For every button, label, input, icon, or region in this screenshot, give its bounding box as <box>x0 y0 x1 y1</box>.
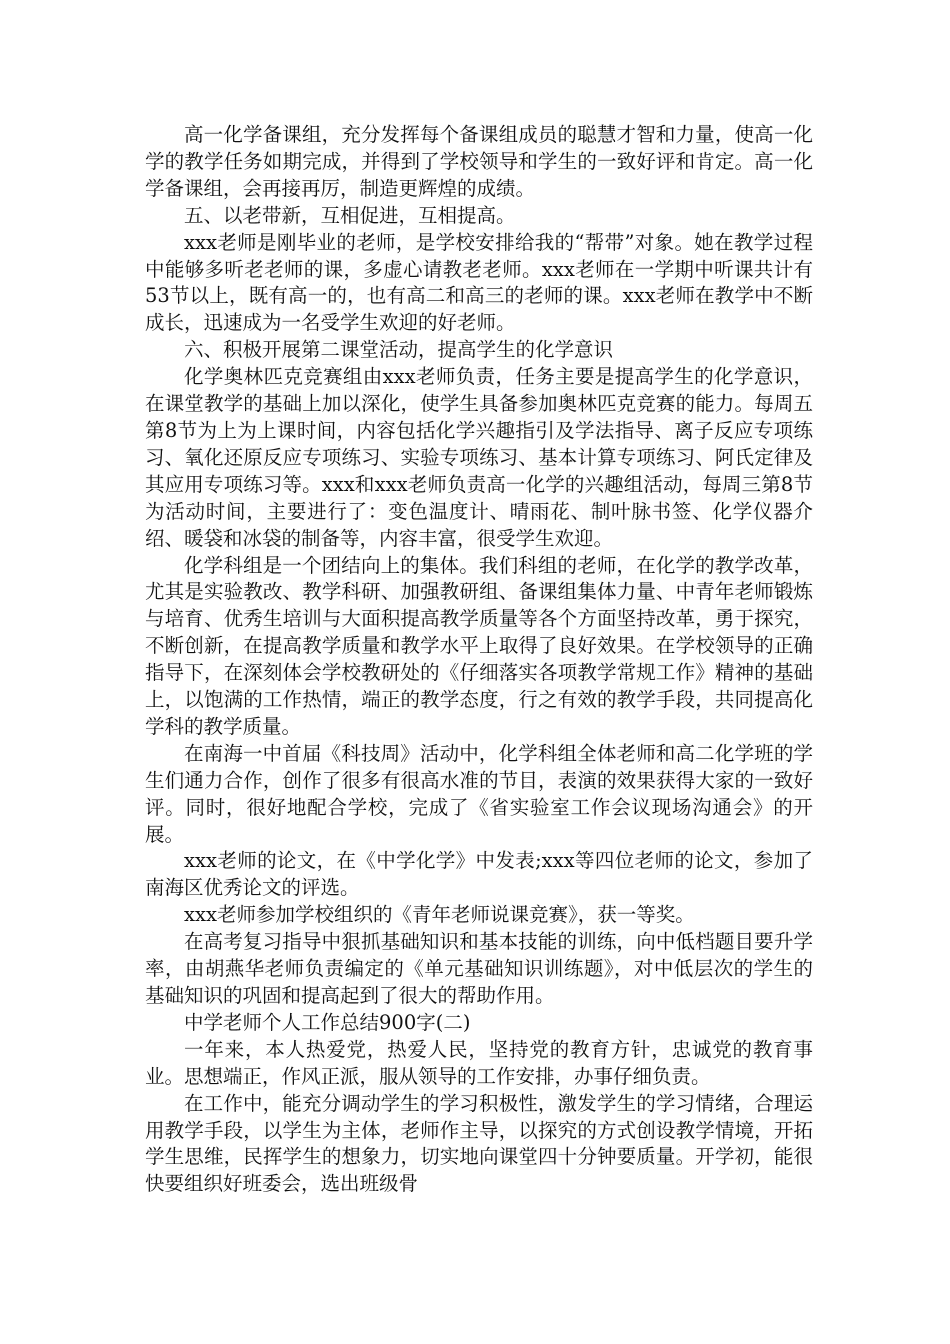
paragraph: xxx老师是刚毕业的老师，是学校安排给我的“帮带”对象。她在教学过程中能够多听老老师的课，多虚心请教老老师。xxx老师在一学期中听课共计有53节以上，既有高一的，也有高二和高三的老师的课。xxx老师在教学中不断成长，迅速成为一名受学生欢迎的好老师。 <box>145 230 813 335</box>
paragraph: 化学科组是一个团结向上的集体。我们科组的老师，在化学的教学改革，尤其是实验教改、教学科研、加强教研组、备课组集体力量、中青年老师锻炼与培育、优秀生培训与大面积提高教学质量等各个方面坚持改革，勇于探究，不断创新，在提高教学质量和教学水平上取得了良好效果。在学校领导的正确指导下，在深刻体会学校教研处的《仔细落实各项教学常规工作》精神的基础上，以饱满的工作热情，端正的教学态度，行之有效的教学手段，共同提高化学科的教学质量。 <box>145 553 813 738</box>
paragraph: 在高考复习指导中狠抓基础知识和基本技能的训练，向中低档题目要升学率，由胡燕华老师负责编定的《单元基础知识训练题》，对中低层次的学生的基础知识的巩固和提高起到了很大的帮助作用。 <box>145 930 813 1007</box>
paragraph: 高一化学备课组，充分发挥每个备课组成员的聪慧才智和力量，使高一化学的教学任务如期完成，并得到了学校领导和学生的一致好评和肯定。高一化学备课组，会再接再厉，制造更辉煌的成绩。 <box>145 123 813 200</box>
paragraph: 化学奥林匹克竞赛组由xxx老师负责，任务主要是提高学生的化学意识，在课堂教学的基础上加以深化，使学生具备参加奥林匹克竞赛的能力。每周五第8节为上为上课时间，内容包括化学兴趣指引及学法指导、离子反应专项练习、氧化还原反应专项练习、实验专项练习、基本计算专项练习、阿氏定律及其应用专项练习等。xxx和xxx老师负责高一化学的兴趣组活动，每周三第8节为活动时间，主要进行了：变色温度计、晴雨花、制叶脉书签、化学仪器介绍、暖袋和冰袋的制备等，内容丰富，很受学生欢迎。 <box>145 365 813 550</box>
paragraph: 一年来，本人热爱党，热爱人民，坚持党的教育方针，忠诚党的教育事业。思想端正，作风正派，服从领导的工作安排，办事仔细负责。 <box>145 1037 813 1088</box>
paragraph: xxx老师的论文，在《中学化学》中发表;xxx等四位老师的论文，参加了南海区优秀论文的评选。 <box>145 849 813 900</box>
section-heading: 六、积极开展第二课堂活动，提高学生的化学意识 <box>184 338 614 362</box>
section-heading: 五、以老带新，互相促进，互相提高。 <box>184 203 516 227</box>
paragraph: xxx老师参加学校组织的《青年老师说课竞赛》，获一等奖。 <box>184 903 695 927</box>
section-heading: 中学老师个人工作总结900字(二) <box>184 1010 471 1034</box>
document-body <box>145 122 813 1198</box>
paragraph: 在南海一中首届《科技周》活动中，化学科组全体老师和高二化学班的学生们通力合作，创作了很多有很高水准的节目，表演的效果获得大家的一致好评。同时，很好地配合学校，完成了《省实验室工作会议现场沟通会》的开展。 <box>145 741 813 846</box>
paragraph: 在工作中，能充分调动学生的学习积极性，激发学生的学习情绪，合理运用教学手段，以学生为主体，老师作主导，以探究的方式创设教学情境，开拓学生思维，民挥学生的想象力，切实地向课堂四十分钟要质量。开学初，能很快要组织好班委会，选出班级骨 <box>145 1091 813 1196</box>
